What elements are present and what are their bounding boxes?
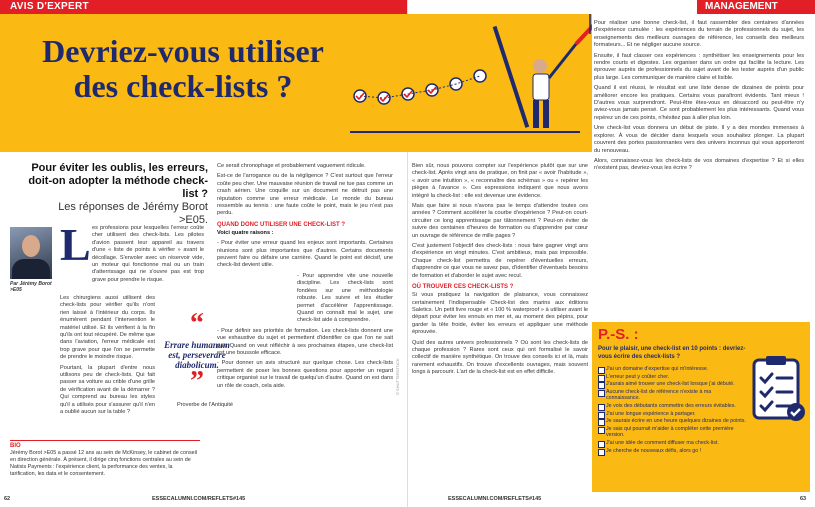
page-number-left: 62 bbox=[4, 496, 11, 502]
article-paragraph: Quid des autres univers professionnels ? Où sont les check-lists de chaque profession ? Rares sont ceux qui ont formalisé le savoir collectif de manière synthétique. On trouve des conseils ici et là, mais rarement exhaustifs. On trouve d'excellents ouvrages, mais souvent longs à parcourir. L'art de la check-list est en effet difficile. bbox=[412, 339, 588, 376]
article-paragraph: Une check-list vous donnera un début de piste. Il y a des mondes immenses à explorer. À vous de décider dans lesquels vous souhaitez plonger. La plupart couvrent des portes passionnantes vers des univers inconnus qui vous apporteront du renouveau. bbox=[594, 125, 804, 154]
subheading-when: QUAND DONC UTILISER UNE CHECK-LIST ? bbox=[217, 221, 345, 228]
checklist-clipboard-icon bbox=[750, 354, 806, 424]
article-paragraph: Si vous pratiquez la navigation de plaisance, vous connaissez certainement l'indispensable Check-list des marins aux éditions Saletics. Un petit livre rouge et « 100 % waterproof » à utiliser avant le départ pour éviter les ennuis en mer et, au moment des pépins, pour garder la tête froide, éviter les erreurs et appliquer une méthode éprouvée. bbox=[412, 292, 588, 336]
checkbox-icon bbox=[598, 427, 605, 434]
ps-box bbox=[592, 322, 810, 492]
article-paragraph: Mais que faire si nous n'avons pas le temps d'attendre toutes ces années ? Comment accélérer la courbe d'expérience ? Peut-on court-circuiter ce long apprentissage par tâtonnement ? Peut-on éviter de suivre des centaines d'heures de formation ou d'apprendre par cœur un ouvrage de référence de mille pages ? bbox=[412, 203, 588, 239]
article-col2 bbox=[217, 163, 393, 393]
ps-item: J'ai une idée de comment diffuser ma check-list. bbox=[598, 440, 746, 447]
quote-source: Proverbe de l'Antiquité bbox=[176, 402, 234, 408]
article-col1-top bbox=[92, 225, 204, 287]
article-paragraph: Les chirurgiens aussi utilisent des check-lists pour vérifier qu'ils n'ont rien laissé à l'intérieur du corps. Ils énumèrent pendant l'intervention le matériel utilisé. Et ils vérifient à la fin qu'ils ont tout récupéré. De même que dans l'aviation, l'erreur médicale est trop grave pour que l'on se permette de prendre le moindre risque. bbox=[60, 295, 155, 361]
footer-url-right: ESSECALUMNI.COM/REFLETS#145 bbox=[448, 496, 542, 502]
ps-item: Je saurais écrire en une heure quelques dizaines de points. bbox=[598, 418, 746, 425]
article-paragraph: C'est justement l'objectif des check-lists : nous faire gagner vingt ans d'expérience en vingt minutes. C'est ambitieux, mais pas impossible. Chaque check-list permettra de repérer d'éventuelles erreurs, d'apprendre ce que vous ne savez pas, d'identifier d'éventuels besoins de formation et d'aborder le sujet avec recul. bbox=[412, 243, 588, 279]
footer-url-left: ESSECALUMNI.COM/REFLETS#145 bbox=[152, 496, 246, 502]
article-paragraph: Ce serait chronophage et probablement vaguement ridicule. bbox=[217, 163, 366, 169]
checkbox-icon bbox=[598, 390, 605, 397]
article-paragraph: Pourtant, la plupart d'entre nous utilisons peu de check-lists. Qui fait passer sa voiture au crible d'une grille de vérification avant de la démarrer ? Qui comprend au bureau les styles qu'il a utilisés pour s'assurer qu'il n'en a oublié aucun sur la table ? bbox=[60, 364, 155, 416]
section-bar bbox=[0, 0, 407, 14]
author-caption: Par Jérémy Borot >E05 bbox=[10, 281, 52, 293]
hero-banner bbox=[0, 14, 592, 152]
bio bbox=[10, 440, 200, 478]
subheading-where: OÙ TROUVER CES CHECK-LISTS ? bbox=[412, 284, 514, 291]
intro-byline: Les réponses de Jérémy Borot >E05. bbox=[58, 201, 208, 226]
ps-item: L'erreur peut y coûter cher. bbox=[598, 374, 746, 381]
article-paragraph: Pour réaliser une bonne check-list, il faut rassembler des centaines d'années d'expérience cumulée : les expériences du terrain de professionnels du sujet, les enseignements des meilleurs ouvrages de référence, les conseils des meilleurs formateurs... Et ne négliger aucune source. bbox=[594, 20, 804, 49]
ps-item: Je vois des débutants commettre des erreurs évitables. bbox=[598, 403, 746, 410]
section-tag: AVIS D'EXPERT bbox=[10, 1, 89, 12]
ps-item: J'ai un domaine d'expertise qui m'intéresse. bbox=[598, 366, 746, 373]
reason-item: - Pour apprendre vite une nouvelle discipline. Les check-lists sont fondées sur une méthodologie robuste. Les suivre et les étudier permet d'accélérer l'apprentissage. Quand on connaît mal le sujet, une check-list aide à comprendre. bbox=[297, 272, 393, 324]
ps-title: P.-S. : bbox=[598, 326, 639, 343]
section-bar-right bbox=[408, 0, 815, 14]
ps-item: J'aurais aimé trouver une check-list lorsque j'ai débuté. bbox=[598, 381, 746, 388]
checkbox-icon bbox=[598, 449, 605, 456]
article-paragraph: Quand il est réussi, le résultat est une liste dense de dizaines de points pour améliorer encore les pratiques. Certains vous paraîtront évidents. Tant mieux ! D'autres vous surprendront. Peut-être êtes-vous en désaccord ou peut-être n'y aviez-vous jamais pensé. Ce sont probablement les plus intéressants. Quand vous repérez un de ces points, n'hésitez pas à aller plus loin. bbox=[594, 85, 804, 121]
article-col1 bbox=[60, 295, 155, 420]
quote-text: Errare humanum est, perseverare diabolicum. bbox=[164, 340, 230, 370]
article-paragraph: Ensuite, il faut classer ces expériences : synthétiser les enseignements pour les rendre courts et digestes. Les organiser dans un ordre qui facilite la lecture. Les éprouver auprès de professionnels du sujet avant de les tester auprès d'un public plus large. Les communiquer de manière claire et lisible. bbox=[594, 52, 804, 81]
ps-item: Je cherche de nouveaux défis, alors go ! bbox=[598, 448, 746, 455]
quote-close-icon: ” bbox=[190, 366, 204, 397]
bio-text: Jérémy Borot >E05 a passé 12 ans au sein de McKinsey, le cabinet de conseil en direction générale. À présent, il dirige cinq fonctions centrales au sein de Natixis Payments : l'expérience client, la performance des ventes, la tarification, les data et le consentement. bbox=[10, 450, 198, 477]
reasons-intro: Voici quatre raisons : bbox=[217, 229, 274, 236]
reason-item: - Pour éviter une erreur quand les enjeux sont importants. Certaines réunions sont plus importantes que d'autres. Certains documents peuvent faire ou défaire une carrière. Quand le point est décisif, une check-list devient utile. bbox=[217, 240, 393, 269]
page-number-right: 63 bbox=[800, 496, 807, 502]
article-paragraph: Est-ce de l'arrogance ou de la négligence ? C'est surtout que l'erreur coûte peu cher. Une mauvaise réunion de travail ne tue pas comme un crash aérien. Une coquille sur un document ne détruit pas une réputation comme une erreur médicale. Le monde du bureau ressemble au tennis : une faute coûte le point, mais le jeu n'est pas perdu. bbox=[217, 173, 393, 217]
hero-title: Devriez-vous utiliser des check-lists ? bbox=[42, 33, 324, 104]
article-col4 bbox=[594, 20, 804, 176]
author-photo bbox=[10, 227, 52, 279]
ps-checklist bbox=[598, 366, 746, 455]
ps-item: Je sais qui pourrait m'aider à compléter cette première version. bbox=[598, 426, 746, 439]
ps-item: Aucune check-list de référence n'existe à ma connaissance. bbox=[598, 389, 746, 402]
article-paragraph: es professions pour lesquelles l'erreur coûte cher utilisent des check-lists. Les pilotes d'avion passent leur appareil au travers d'une « liste de points à vérifier » avant le décollage. S'envoler avec un réservoir vide, un moteur qui fonctionne mal ou un train d'atterrissage qui ne s'ouvre pas est trop grave pour prendre le risque. bbox=[92, 225, 204, 283]
article-col3 bbox=[412, 163, 588, 380]
intro-lead: Pour éviter les oublis, les erreurs, doit-on adopter la méthode check-list ? bbox=[28, 162, 208, 200]
photo-credit: © SHUTTERSTOCK bbox=[395, 358, 400, 395]
hero-illustration bbox=[340, 14, 592, 152]
ps-subtitle: Pour le plaisir, une check-list en 10 points : devriez-vous écrire des check-lists ? bbox=[598, 346, 746, 360]
article-paragraph: Bien sûr, nous pouvons compter sur l'expérience plutôt que sur une check-list. Après vingt ans de pratique, on finit par « avoir l'habitude », « avoir une intuition », « reconnaître des schémas » ou « repérer les pièges à l'avance ». Ces expressions indiquent que nous avons intégré la check-list : elle est devenue une évidence. bbox=[412, 163, 588, 199]
section-tag-right: MANAGEMENT bbox=[697, 0, 815, 14]
dropcap: L bbox=[60, 219, 91, 270]
ps-item: J'ai une longue expérience à partager. bbox=[598, 411, 746, 418]
quote-open-icon: “ bbox=[190, 308, 204, 339]
reason-item: - Pour donner un avis structuré sur quelque chose. Les check-lists permettent de poser les bonnes questions pour apporter un regard critique organisé sur le travail de quelqu'un d'autre. Quand on est dans un rôle de coach, cela aide. bbox=[217, 360, 393, 389]
article-paragraph: Alors, connaissez-vous les check-lists de vos domaines d'expertise ? Et si elles n'existent pas, devriez-vous les écrire ? bbox=[594, 157, 804, 172]
bio-label: BIO bbox=[10, 443, 21, 449]
reason-item: - Pour définir ses priorités de formation. Les check-lists donnent une vue exhaustive du sujet et permettent d'identifier ce que l'on ne sait pas. Quand on veut réfléchir à ses prochaines étapes, une check-list est une boussole efficace. bbox=[217, 327, 393, 356]
intro bbox=[28, 162, 208, 227]
